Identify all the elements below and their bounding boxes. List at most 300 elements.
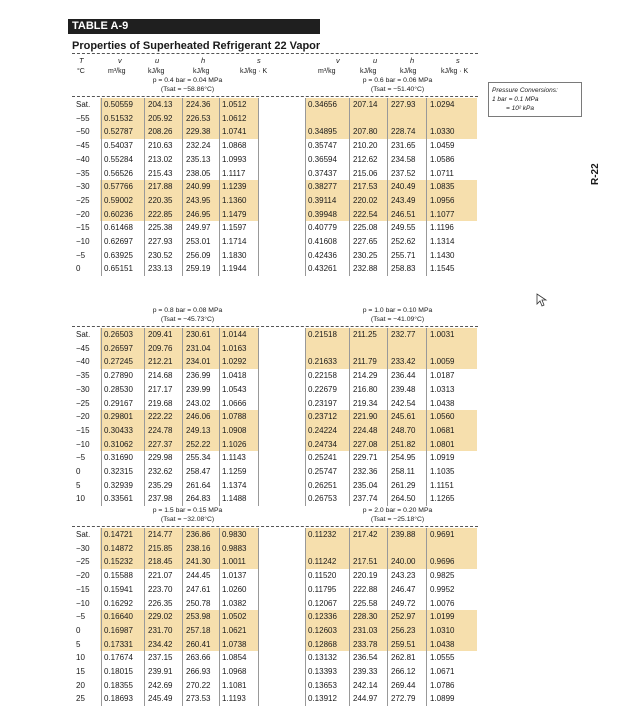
- cell-u: 223.70: [148, 584, 173, 594]
- cell-u-right: 211.25: [353, 330, 377, 339]
- cell-u: 217.88: [148, 182, 173, 192]
- cell-h: 273.53: [186, 694, 211, 704]
- cell-h: 234.01: [186, 357, 211, 367]
- table-row: [0, 612, 480, 626]
- cell-s: 1.0738: [222, 639, 247, 649]
- table-row: [0, 344, 480, 358]
- cell-u-right: 222.88: [353, 584, 378, 594]
- cell-h: 253.98: [186, 612, 211, 622]
- cell-u-right: 224.48: [353, 425, 378, 435]
- cell-v-right: 0.34895: [308, 127, 337, 137]
- cell-v: 0.27890: [104, 371, 133, 381]
- cell-v: 0.15232: [104, 557, 133, 567]
- cell-s-right: 1.1077: [430, 209, 455, 219]
- cell-h: 263.66: [186, 653, 211, 663]
- table-row: [0, 371, 480, 385]
- table-row: [0, 412, 480, 426]
- cell-T: Sat.: [76, 100, 91, 109]
- cell-u: 214.68: [148, 371, 173, 381]
- cell-v-right: 0.13393: [308, 667, 337, 676]
- table-row: [0, 653, 480, 667]
- cell-s-right: 1.0059: [430, 357, 455, 367]
- cell-u: 234.42: [148, 639, 173, 649]
- saturation-temp-left: (Tsat = −58.86°C): [160, 86, 215, 93]
- cell-h-right: 255.71: [391, 250, 416, 260]
- cell-v-right: 0.36594: [308, 154, 337, 164]
- cell-u: 239.91: [148, 667, 173, 676]
- cell-h: 249.13: [186, 425, 211, 435]
- cell-s: 1.0968: [222, 667, 247, 676]
- cell-u-right: 231.03: [353, 625, 378, 635]
- cell-v: 0.27245: [104, 357, 133, 367]
- cell-h-right: 264.50: [391, 494, 416, 504]
- cell-s: 1.1026: [222, 439, 247, 449]
- table-row: [0, 237, 480, 251]
- cell-u-right: 211.79: [353, 357, 377, 367]
- cell-v: 0.61468: [104, 223, 133, 233]
- table-row: [0, 141, 480, 155]
- cell-h: 232.24: [186, 141, 211, 151]
- cell-v-right: 0.26251: [308, 480, 337, 490]
- cell-s-right: 1.0801: [430, 439, 455, 449]
- cell-v: 0.54037: [104, 141, 133, 151]
- block-rule: [72, 96, 478, 97]
- cell-u: 227.93: [148, 237, 173, 246]
- cell-s-right: 1.1430: [430, 250, 455, 260]
- cell-u: 221.07: [148, 571, 173, 581]
- cell-v: 0.15941: [104, 584, 133, 594]
- cell-v-right: 0.37437: [308, 168, 337, 178]
- cell-v: 0.16987: [104, 625, 133, 635]
- table-row: [0, 694, 480, 708]
- cell-s-right: 1.0555: [430, 653, 455, 663]
- cell-T: −45: [76, 141, 90, 151]
- cell-s: 1.1597: [222, 223, 247, 233]
- cell-h: 266.93: [186, 667, 211, 676]
- cell-v-right: 0.11520: [308, 571, 337, 581]
- cell-u: 230.52: [148, 250, 173, 260]
- cell-h: 256.09: [186, 250, 211, 260]
- cell-u-right: 239.33: [353, 667, 378, 676]
- cell-v-right: 0.26753: [308, 494, 337, 504]
- table-row: [0, 667, 480, 681]
- table-row: [0, 481, 480, 495]
- cell-h-right: 228.74: [391, 127, 416, 137]
- unit-u: kJ/kg: [148, 68, 165, 75]
- cell-s-right: 1.0899: [430, 694, 455, 704]
- cell-u-right: 228.30: [353, 612, 378, 622]
- cell-u-right: 220.02: [353, 195, 378, 205]
- cell-v-right: 0.34656: [308, 100, 337, 109]
- cell-v: 0.57766: [104, 182, 133, 192]
- table-row: [0, 196, 480, 210]
- cell-u: 233.13: [148, 264, 173, 274]
- cell-h: 244.45: [186, 571, 211, 581]
- cell-h-right: 254.95: [391, 453, 416, 463]
- cell-T: −10: [76, 439, 90, 449]
- cell-u: 232.62: [148, 467, 173, 476]
- cell-s: 1.0502: [222, 612, 247, 622]
- cell-s: 0.9830: [222, 530, 247, 539]
- cell-v: 0.63925: [104, 250, 133, 260]
- cell-u: 215.43: [148, 168, 173, 178]
- cell-v-right: 0.41608: [308, 237, 337, 246]
- cell-s: 1.0163: [222, 343, 247, 353]
- cell-s-right: 1.0076: [430, 598, 455, 608]
- cell-v-right: 0.13653: [308, 680, 337, 690]
- cell-u-right: 217.51: [353, 557, 378, 567]
- cell-s-right: 1.0330: [430, 127, 455, 137]
- cell-s: 1.0621: [222, 625, 247, 635]
- cell-u: 225.38: [148, 223, 173, 233]
- cell-u-right: 227.08: [353, 439, 378, 449]
- table-row: [0, 100, 480, 114]
- cell-s: 1.0908: [222, 425, 247, 435]
- cell-h-right: 242.54: [391, 398, 416, 408]
- cell-v-right: 0.11242: [308, 557, 337, 567]
- cell-s: 1.1117: [222, 168, 246, 178]
- unit-v: m³/kg: [108, 68, 126, 75]
- cell-s: 1.1830: [222, 250, 247, 260]
- cell-h-right: 249.55: [391, 223, 416, 233]
- cell-h: 226.53: [186, 113, 211, 123]
- saturation-temp-left: (Tsat = −32.08°C): [160, 516, 215, 523]
- cell-s-right: 1.0294: [430, 100, 455, 109]
- cell-s: 1.0543: [222, 384, 247, 394]
- cell-v: 0.18355: [104, 680, 133, 690]
- cell-v: 0.59002: [104, 195, 133, 205]
- cell-T: −50: [76, 127, 90, 137]
- table-row: [0, 251, 480, 265]
- cell-h-right: 240.49: [391, 182, 416, 192]
- cell-u-right: 214.29: [353, 371, 378, 381]
- cell-h-right: 246.51: [391, 209, 416, 219]
- cell-s: 1.1360: [222, 195, 247, 205]
- cell-v-right: 0.23712: [308, 412, 337, 422]
- cell-s: 1.1479: [222, 209, 247, 219]
- col-symbol-s: s: [257, 56, 261, 65]
- cell-v: 0.30433: [104, 425, 133, 435]
- cell-T: −15: [76, 584, 90, 594]
- unit-h: kJ/kg: [193, 68, 210, 75]
- col-symbol-h: h: [201, 56, 206, 65]
- table-row: [0, 399, 480, 413]
- cell-h: 230.61: [186, 330, 211, 339]
- cell-v-right: 0.12868: [308, 639, 337, 649]
- cell-s-right: 1.1196: [430, 223, 454, 233]
- table-row: [0, 210, 480, 224]
- cell-s-right: 1.0919: [430, 453, 455, 463]
- cell-h: 240.99: [186, 182, 211, 192]
- unit-s-right: kJ/kg · K: [441, 68, 469, 75]
- cell-v: 0.18693: [104, 694, 133, 704]
- cell-h-right: 259.51: [391, 639, 416, 649]
- cell-s-right: 1.1265: [430, 494, 455, 504]
- cell-h: 259.19: [186, 264, 211, 274]
- cell-T: Sat.: [76, 530, 91, 539]
- cell-u-right: 233.78: [353, 639, 378, 649]
- cell-h-right: 256.23: [391, 625, 416, 635]
- cell-s: 1.0144: [222, 330, 247, 339]
- table-row: [0, 330, 480, 344]
- cell-u: 242.69: [148, 680, 173, 690]
- cell-s: 1.0011: [222, 557, 246, 567]
- cell-u: 215.85: [148, 543, 173, 553]
- cell-h-right: 248.70: [391, 425, 416, 435]
- cell-T: −45: [76, 343, 90, 353]
- note-line-1: 1 bar = 0.1 MPa: [492, 96, 539, 103]
- cell-u-right: 237.74: [353, 494, 378, 504]
- cell-s-right: 1.0459: [430, 141, 455, 151]
- cell-T: −40: [76, 154, 90, 164]
- cell-s-right: 1.0711: [430, 168, 454, 178]
- cell-v: 0.50559: [104, 100, 133, 109]
- cell-s: 1.0993: [222, 154, 247, 164]
- cell-u: 222.22: [148, 412, 173, 422]
- table-row: [0, 681, 480, 695]
- cell-T: −35: [76, 371, 90, 381]
- cell-T: −30: [76, 543, 90, 553]
- cell-v: 0.29167: [104, 398, 133, 408]
- cell-u-right: 220.19: [353, 571, 378, 581]
- cell-u: 205.92: [148, 113, 173, 123]
- cell-v: 0.14872: [104, 543, 133, 553]
- cell-h-right: 269.44: [391, 680, 416, 690]
- cell-s-right: 1.0313: [430, 384, 455, 394]
- pressure-conversion-note: [488, 82, 582, 117]
- cell-u: 237.15: [148, 653, 173, 663]
- table-row: [0, 440, 480, 454]
- pressure-header-left: p = 0.4 bar = 0.04 MPa: [152, 77, 223, 84]
- cell-h-right: 237.52: [391, 168, 416, 178]
- cell-v-right: 0.12067: [308, 598, 337, 608]
- cell-u-right: 217.53: [353, 182, 378, 192]
- cell-h-right: 233.42: [391, 357, 416, 367]
- cell-v-right: 0.22679: [308, 384, 337, 394]
- table-row: [0, 169, 480, 183]
- cell-u-right: 207.14: [353, 100, 378, 109]
- cell-T: Sat.: [76, 330, 91, 339]
- cell-v-right: 0.25747: [308, 467, 337, 476]
- cell-s: 1.1488: [222, 494, 247, 504]
- cell-s-right: 1.0199: [430, 612, 455, 622]
- table-row: [0, 155, 480, 169]
- cell-v: 0.56526: [104, 168, 133, 178]
- cell-v-right: 0.42436: [308, 250, 337, 260]
- col-symbol-T: T: [79, 56, 84, 65]
- cell-s-right: 1.1314: [430, 237, 455, 246]
- cell-u: 224.78: [148, 425, 173, 435]
- cell-s-right: 1.0835: [430, 182, 455, 192]
- table-row: [0, 223, 480, 237]
- cell-h: 249.97: [186, 223, 211, 233]
- cell-u: 217.17: [148, 384, 173, 394]
- cell-s: 1.0382: [222, 598, 247, 608]
- cell-u-right: 230.25: [353, 250, 378, 260]
- cell-s: 0.9883: [222, 543, 247, 553]
- cell-h-right: 245.61: [391, 412, 416, 422]
- col-symbol-u: u: [155, 56, 160, 65]
- cell-T: −30: [76, 384, 90, 394]
- cell-h-right: 236.44: [391, 371, 416, 381]
- cell-u: 209.76: [148, 343, 173, 353]
- cell-u-right: 215.06: [353, 168, 378, 178]
- mouse-cursor-icon: [536, 293, 548, 307]
- cell-s: 1.0868: [222, 141, 247, 151]
- cell-v: 0.14721: [104, 530, 133, 539]
- cell-u-right: 212.62: [353, 154, 378, 164]
- cell-T: −25: [76, 398, 90, 408]
- cell-s: 1.1374: [222, 480, 247, 490]
- cell-h-right: 258.83: [391, 264, 416, 274]
- cell-h: 258.47: [186, 467, 211, 476]
- cell-h: 229.38: [186, 127, 211, 137]
- cell-T: −15: [76, 223, 90, 233]
- cell-s: 1.1193: [222, 694, 246, 704]
- cell-h: 270.22: [186, 680, 211, 690]
- cell-u-right: 207.80: [353, 127, 378, 137]
- cell-h: 238.16: [186, 543, 211, 553]
- saturation-temp-left: (Tsat = −45.73°C): [160, 316, 215, 323]
- pressure-header-right: p = 2.0 bar = 0.20 MPa: [362, 507, 433, 514]
- cell-u-right: 244.97: [353, 694, 378, 704]
- cell-h: 250.78: [186, 598, 211, 608]
- cell-u: 219.68: [148, 398, 173, 408]
- table-row: [0, 385, 480, 399]
- cell-v-right: 0.11795: [308, 584, 337, 594]
- cell-h-right: 240.00: [391, 557, 416, 567]
- cell-v-right: 0.39114: [308, 195, 337, 205]
- cell-u: 222.85: [148, 209, 173, 219]
- table-row: [0, 127, 480, 141]
- unit-v-right: m³/kg: [318, 68, 336, 75]
- cell-v-right: 0.12603: [308, 625, 337, 635]
- cell-T: −40: [76, 357, 90, 367]
- cell-v: 0.16292: [104, 598, 133, 608]
- pressure-header-right: p = 0.6 bar = 0.06 MPa: [362, 77, 433, 84]
- cell-u: 227.37: [148, 439, 173, 449]
- cell-T: −5: [76, 453, 86, 463]
- cell-h: 252.22: [186, 439, 211, 449]
- cell-v-right: 0.40779: [308, 223, 337, 233]
- cell-T: −20: [76, 412, 90, 422]
- table-number: TABLE A-9: [68, 19, 320, 34]
- cell-h: 264.83: [186, 494, 211, 504]
- saturation-temp-right: (Tsat = −41.09°C): [370, 316, 425, 323]
- cell-T: 10: [76, 494, 85, 504]
- table-row: [0, 626, 480, 640]
- cell-h-right: 231.65: [391, 141, 416, 151]
- cell-u: 220.35: [148, 195, 173, 205]
- col-symbol-h-right: h: [410, 56, 415, 65]
- cell-s-right: 1.0671: [430, 667, 455, 676]
- cell-h-right: 239.88: [391, 530, 416, 539]
- cell-u: 231.70: [148, 625, 173, 635]
- cell-v-right: 0.25241: [308, 453, 337, 463]
- cell-h: 231.04: [186, 343, 211, 353]
- cell-s-right: 1.0438: [430, 398, 455, 408]
- cell-h: 241.30: [186, 557, 211, 567]
- cell-v: 0.26597: [104, 343, 133, 353]
- cell-s-right: 0.9952: [430, 584, 455, 594]
- cell-s: 1.0666: [222, 398, 247, 408]
- cell-u-right: 219.34: [353, 398, 378, 408]
- cell-T: 10: [76, 653, 85, 663]
- table-row: [0, 467, 480, 481]
- cell-v-right: 0.39948: [308, 209, 337, 219]
- cell-T: 5: [76, 639, 81, 649]
- cell-u: 214.77: [148, 530, 173, 539]
- cell-h-right: 252.62: [391, 237, 416, 246]
- cell-h-right: 261.29: [391, 480, 416, 490]
- cell-u: 229.02: [148, 612, 173, 622]
- cell-u: 226.35: [148, 598, 173, 608]
- cell-s: 1.0854: [222, 653, 247, 663]
- table-row: [0, 544, 480, 558]
- cell-s-right: 1.1151: [430, 480, 454, 490]
- cell-T: 15: [76, 667, 85, 676]
- cell-v: 0.26503: [104, 330, 133, 339]
- cell-s-right: 1.0187: [430, 371, 455, 381]
- saturation-temp-right: (Tsat = −25.18°C): [370, 516, 425, 523]
- cell-v: 0.60236: [104, 209, 133, 219]
- cell-u-right: 225.08: [353, 223, 378, 233]
- cell-s-right: 1.1545: [430, 264, 455, 274]
- cell-T: 0: [76, 467, 81, 476]
- cell-h-right: 262.81: [391, 653, 416, 663]
- cell-v-right: 0.21633: [308, 357, 337, 367]
- cell-h: 238.05: [186, 168, 211, 178]
- table-title: Properties of Superheated Refrigerant 22 Vapor: [72, 40, 321, 52]
- cell-h: 236.99: [186, 371, 211, 381]
- cell-T: 0: [76, 625, 81, 635]
- col-symbol-s-right: s: [456, 56, 460, 65]
- cell-h-right: 252.97: [391, 612, 416, 622]
- cell-u-right: 232.88: [353, 264, 378, 274]
- table-row: [0, 114, 480, 128]
- cell-T: −10: [76, 598, 90, 608]
- cell-u: 213.02: [148, 154, 173, 164]
- note-title: Pressure Conversions:: [492, 87, 558, 94]
- cell-h: 224.36: [186, 100, 211, 109]
- cell-v: 0.32939: [104, 480, 133, 490]
- pressure-header-left: p = 0.8 bar = 0.08 MPa: [152, 307, 223, 314]
- cell-u-right: 236.54: [353, 653, 378, 663]
- cell-s-right: 1.0681: [430, 425, 455, 435]
- cell-s-right: 0.9691: [430, 530, 455, 539]
- cell-T: −25: [76, 195, 90, 205]
- cell-h: 247.61: [186, 584, 211, 594]
- cell-T: −25: [76, 557, 90, 567]
- cell-T: −55: [76, 113, 90, 123]
- cell-v-right: 0.24734: [308, 439, 337, 449]
- cell-s-right: 1.0560: [430, 412, 455, 422]
- table-row: [0, 640, 480, 654]
- cell-h-right: 266.12: [391, 667, 416, 676]
- cell-s: 1.0612: [222, 113, 247, 123]
- table-row: [0, 571, 480, 585]
- cell-h-right: 239.48: [391, 384, 416, 394]
- cell-h-right: 243.49: [391, 195, 416, 205]
- cell-v: 0.55284: [104, 154, 133, 164]
- cell-v: 0.17674: [104, 653, 133, 663]
- cell-s-right: 0.9696: [430, 557, 455, 567]
- cell-v: 0.15588: [104, 571, 133, 581]
- cell-v-right: 0.38277: [308, 182, 337, 192]
- cell-s: 1.1714: [222, 237, 247, 246]
- note-line-2: = 10² kPa: [506, 105, 535, 112]
- cell-h: 235.13: [186, 154, 211, 164]
